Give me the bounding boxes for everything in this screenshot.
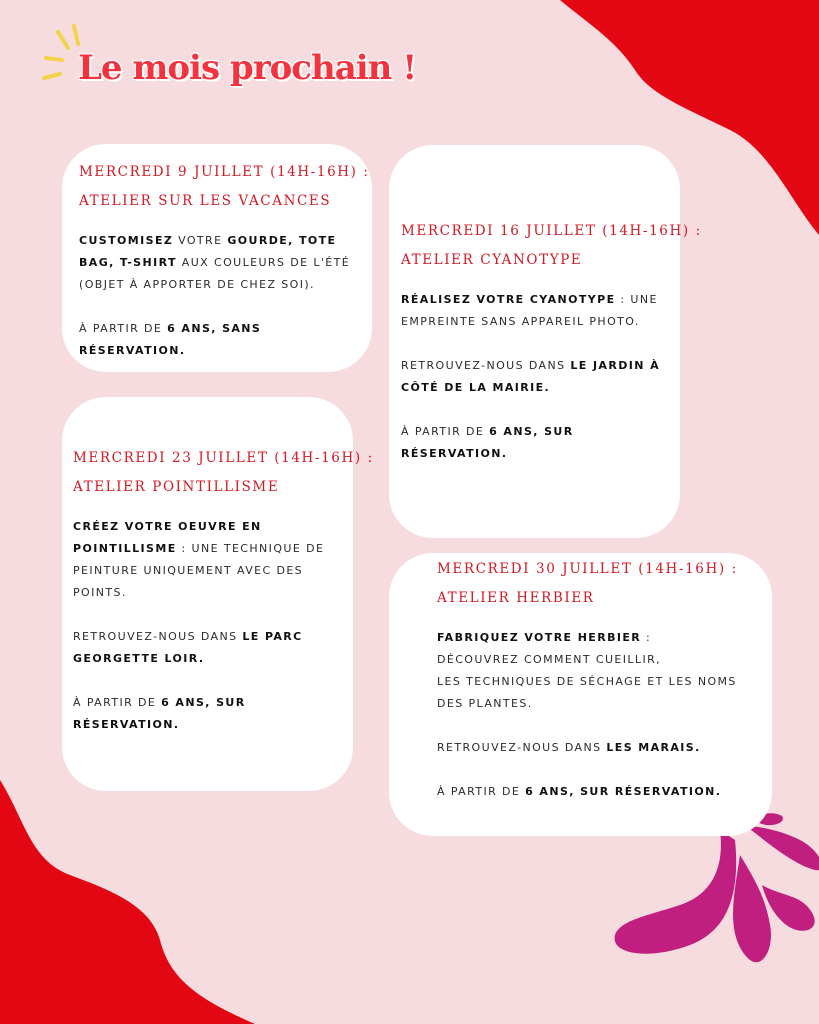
event-description (73, 516, 343, 736)
event-title (437, 555, 752, 613)
age-bold: 6 ANS, SUR RÉSERVATION. (401, 425, 574, 460)
event-description (79, 230, 358, 362)
desc-bold: CUSTOMISEZ (79, 234, 174, 247)
desc-text: : UNE TECHNIQUE DE PEINTURE UNIQUEMENT AVEC DES POINTS. (73, 542, 325, 599)
desc-bold: FABRIQUEZ VOTRE HERBIER (437, 631, 642, 644)
desc-bold: GOURDE, TOTE BAG, T-SHIRT (79, 234, 337, 269)
age-text: À PARTIR DE (79, 322, 168, 335)
event-title (401, 217, 702, 275)
event-name-line: ATELIER CYANOTYPE (401, 252, 583, 268)
event-title (79, 158, 370, 216)
location-bold: LES MARAIS. (606, 741, 701, 754)
desc-text: VOTRE (173, 234, 228, 247)
desc-text: DÉCOUVREZ COMMENT CUEILLIR, (437, 653, 662, 666)
desc-text: AUX COULEURS DE L'ÉTÉ (OBJET À APPORTER DE CHEZ SOI). (79, 256, 351, 291)
event-date-line: MERCREDI 16 JUILLET (14H-16H) : (401, 223, 702, 239)
event-name-line: ATELIER HERBIER (437, 590, 595, 606)
sparkle-lines (44, 26, 78, 78)
event-date-line: MERCREDI 9 JUILLET (14H-16H) : (79, 164, 370, 180)
age-text: À PARTIR DE (73, 696, 162, 709)
event-name-line: ATELIER POINTILLISME (73, 479, 280, 495)
event-card-vacances (62, 144, 372, 372)
age-bold: 6 ANS, SANS RÉSERVATION. (79, 322, 262, 357)
desc-bold: CRÉEZ VOTRE OEUVRE EN POINTILLISME (73, 520, 262, 555)
location-text: RETROUVEZ-NOUS DANS (437, 741, 607, 754)
bottom-left-red-blob (0, 780, 255, 1024)
age-text: À PARTIR DE (401, 425, 490, 438)
desc-text: : (641, 631, 652, 644)
event-card-cyanotype (389, 145, 702, 538)
event-title (73, 444, 374, 502)
event-card-pointillisme (62, 397, 374, 791)
desc-text: : UNE EMPREINTE SANS APPAREIL PHOTO. (401, 293, 658, 328)
location-bold: LE JARDIN À CÔTÉ DE LA MAIRIE. (401, 359, 660, 394)
location-text: RETROUVEZ-NOUS DANS (401, 359, 571, 372)
event-card-herbier (389, 553, 772, 836)
age-bold: 6 ANS, SUR RÉSERVATION. (73, 696, 246, 731)
event-description (401, 289, 668, 465)
page-title: Le mois prochain ! (78, 48, 417, 88)
event-date-line: MERCREDI 30 JUILLET (14H-16H) : (437, 561, 738, 577)
event-date-line: MERCREDI 23 JUILLET (14H-16H) : (73, 450, 374, 466)
age-text: À PARTIR DE (437, 785, 526, 798)
desc-bold: RÉALISEZ VOTRE CYANOTYPE (401, 293, 616, 306)
event-description (437, 627, 752, 803)
age-bold: 6 ANS, SUR RÉSERVATION. (525, 785, 722, 798)
location-bold: LE PARC GEORGETTE LOIR. (73, 630, 303, 665)
desc-text: LES TECHNIQUES DE SÉCHAGE ET LES NOMS DES PLANTES. (437, 675, 737, 710)
location-text: RETROUVEZ-NOUS DANS (73, 630, 243, 643)
event-name-line: ATELIER SUR LES VACANCES (79, 193, 332, 209)
